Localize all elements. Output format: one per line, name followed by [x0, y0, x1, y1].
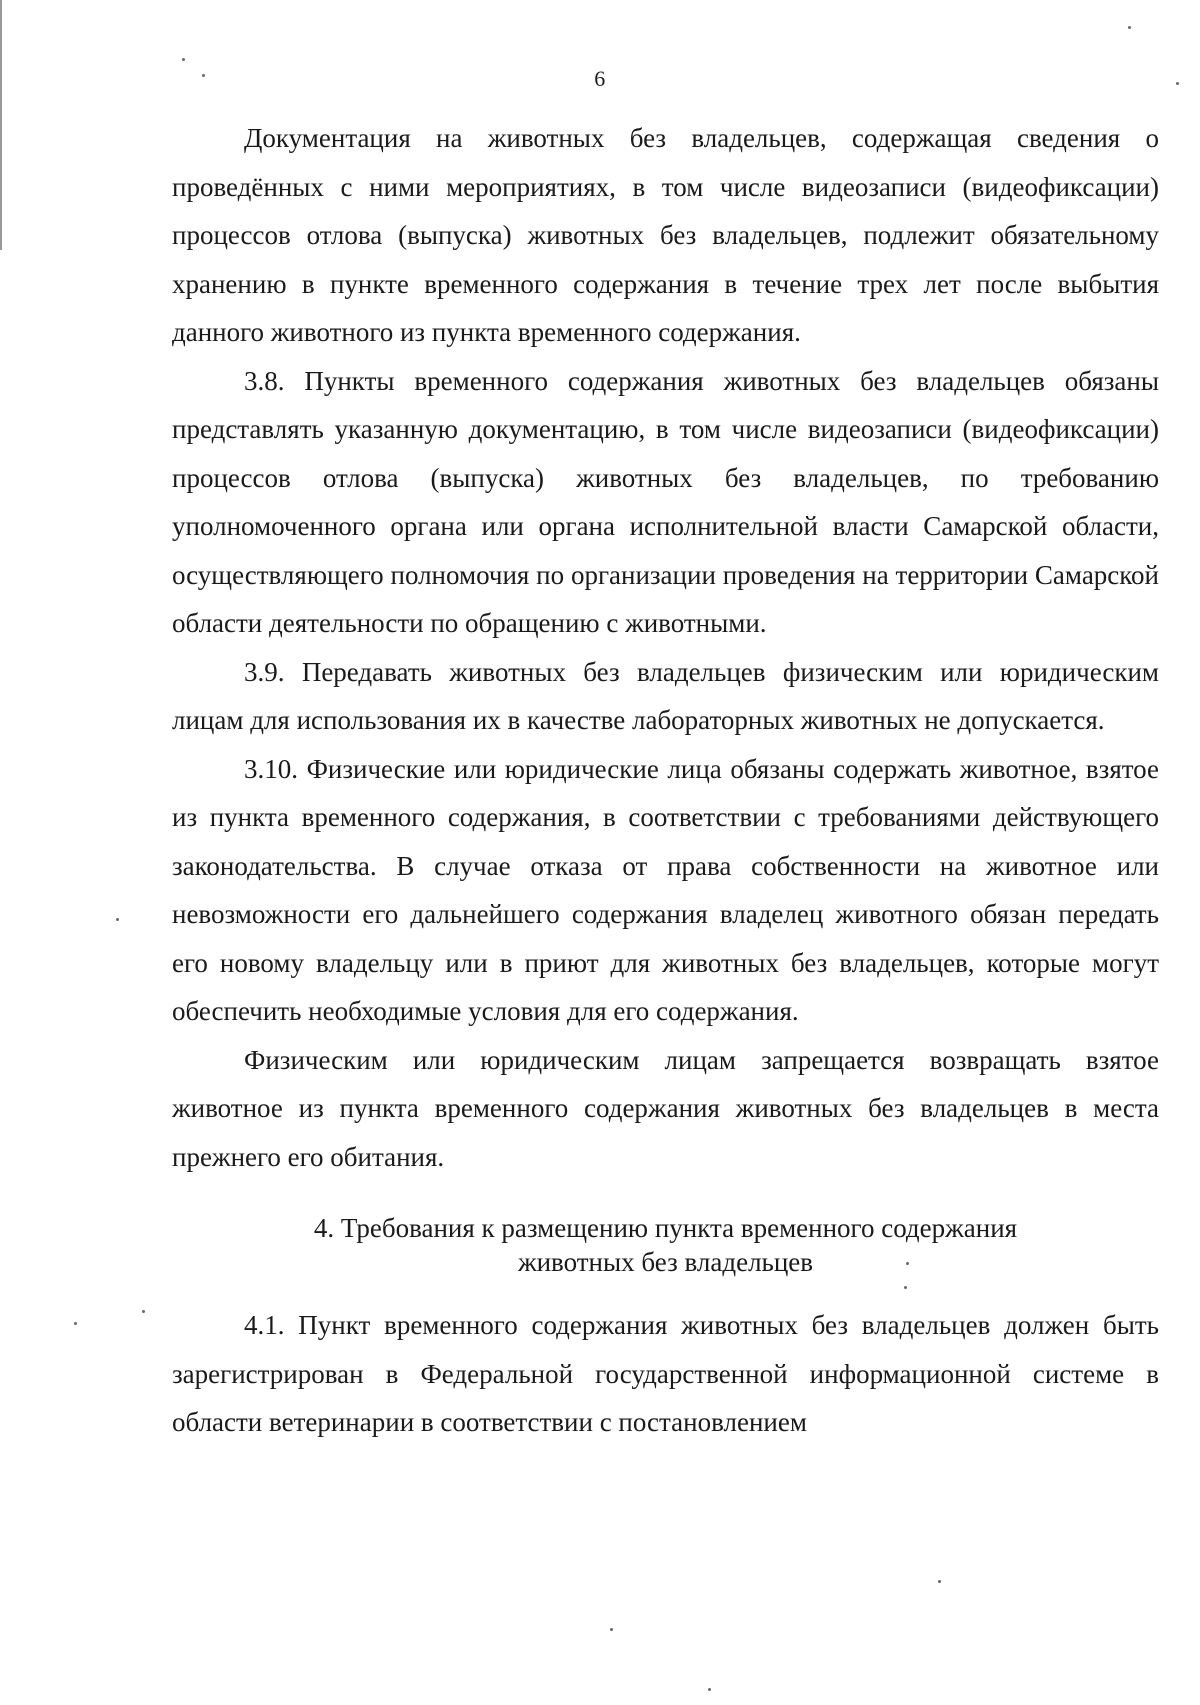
scan-speck	[904, 1286, 907, 1289]
scan-speck	[202, 74, 205, 77]
scan-edge-line	[0, 0, 2, 250]
scan-speck	[142, 1310, 145, 1313]
document-body	[172, 114, 1159, 1447]
scan-speck	[182, 58, 185, 61]
scan-speck	[74, 1322, 77, 1325]
page-number: 6	[594, 66, 606, 91]
scan-speck	[1128, 26, 1131, 29]
section-heading-4	[172, 1211, 1159, 1279]
scan-speck	[708, 1688, 711, 1691]
paragraph-3-9: 3.9. Передавать животных без владельцев физическим или юридическим лицам для использования их в качестве лабораторных животных не допускается.	[172, 656, 1159, 735]
paragraph-4-1: 4.1. Пункт временного содержания животных без владельцев должен быть зарегистрирован в Федеральной государственной информационной системе в области ветеринарии в соответствии с постановлением	[172, 1310, 1159, 1437]
scan-speck	[610, 1628, 613, 1631]
scan-speck	[116, 918, 119, 921]
paragraph-3-8: 3.8. Пункты временного содержания животных без владельцев обязаны представлять указанную документацию, в том числе видеозаписи (видеофиксации) процессов отлова (выпуска) животных без владельцев, по требованию уполномоченного органа или органа исполнительной власти Самарской области, осуществляющего полномочия по организации проведения на территории Самарской области деятельности по обращению с животными.	[172, 365, 1159, 638]
paragraph-return-prohibition: Физическим или юридическим лицам запрещается возвращать взятое животное из пункта временного содержания животных без владельцев в места прежнего его обитания.	[172, 1044, 1159, 1172]
scan-speck	[1176, 82, 1179, 85]
section-heading-line-1: 4. Требования к размещению пункта временного содержания	[313, 1213, 1018, 1243]
section-heading-line-2: животных без владельцев	[517, 1247, 814, 1277]
paragraph-documentation-storage: Документация на животных без владельцев, содержащая сведения о проведённых с ними мероприятиях, в том числе видеозаписи (видеофиксации) процессов отлова (выпуска) животных без владельцев, подлежит обязательному хранению в пункте временного содержания в течение трех лет после выбытия данного животного из пункта временного содержания.	[172, 123, 1159, 347]
scan-speck	[906, 1262, 909, 1265]
scan-speck	[938, 1580, 941, 1583]
paragraph-3-10: 3.10. Физические или юридические лица обязаны содержать животное, взятое из пункта временного содержания, в соответствии с требованиями действующего законодательства. В случае отказа от права собственности на животное или невозможности его дальнейшего содержания владелец животного обязан передать его новому владельцу или в приют для животных без владельцев, которые могут обеспечить необходимые условия для его содержания.	[172, 753, 1159, 1026]
